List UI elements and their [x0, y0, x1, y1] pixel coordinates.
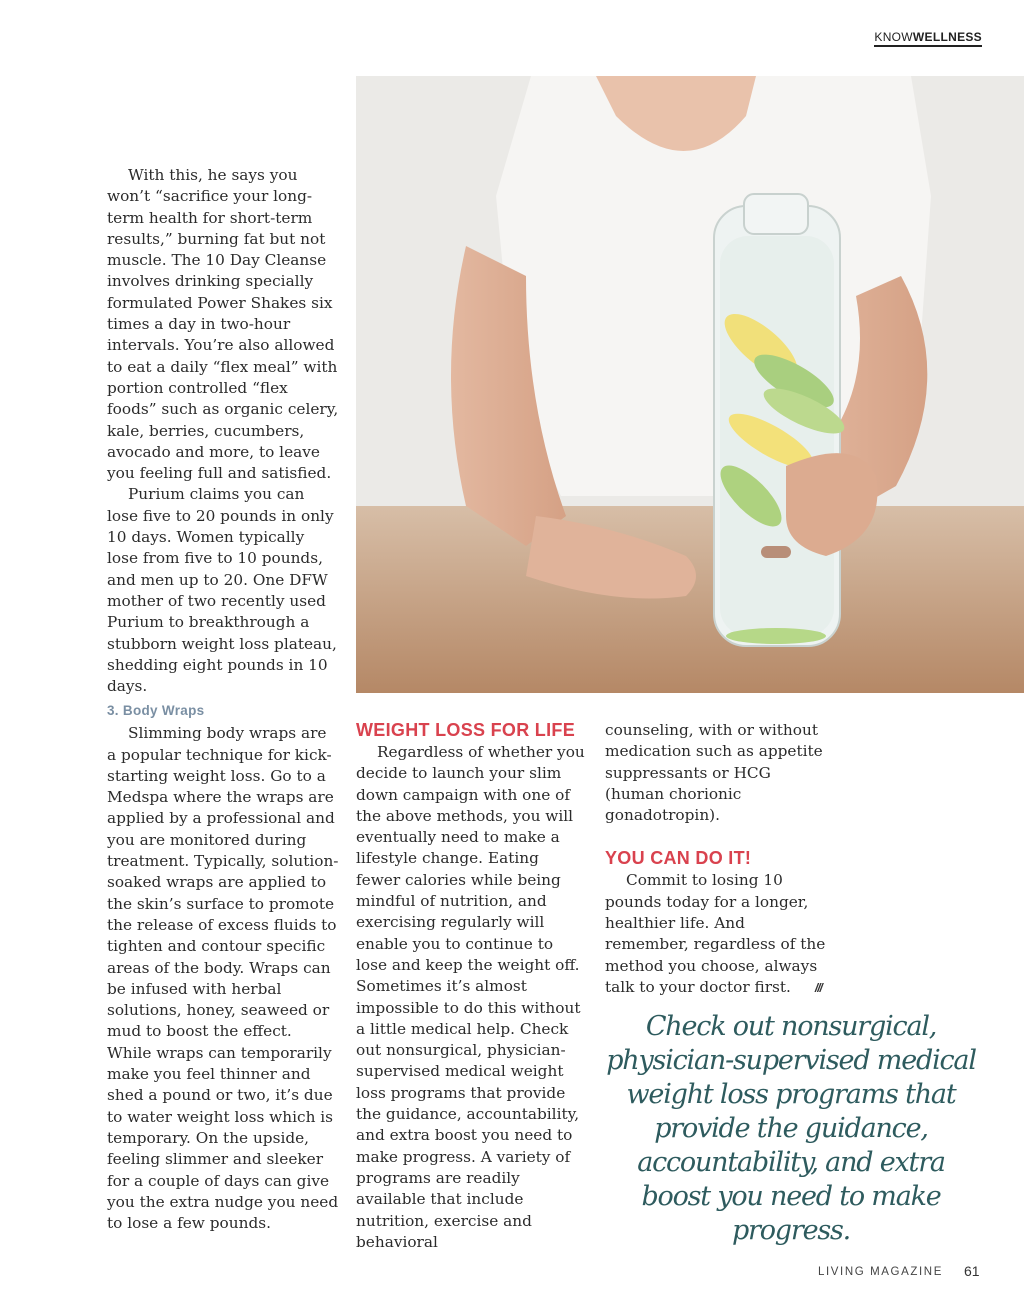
- column-1-top: [107, 165, 339, 697]
- woman-holding-infused-water-bottle-image: [356, 76, 1024, 693]
- column-1-bottom: [107, 700, 339, 1234]
- end-mark-icon: ///: [814, 980, 822, 995]
- article-photo: [356, 76, 1024, 693]
- section-heading-weight-loss-for-life: WEIGHT LOSS FOR LIFE: [356, 720, 575, 740]
- body-paragraph-continued: counseling, with or without medication such as appetite suppressants or HCG (human chorionic gonadotropin).: [605, 721, 823, 825]
- section-tag-prefix: KNOW: [874, 30, 913, 44]
- body-paragraph: Purium claims you can lose five to 20 pounds in only 10 days. Women typically lose from five to 10 pounds, and men up to 20. One DFW mother of two recently used Purium to breakthrough a stubborn weight loss plateau, shedding eight pounds in 10 days.: [107, 485, 337, 696]
- section-tag: [874, 30, 982, 47]
- page-number: 61: [964, 1263, 980, 1279]
- footer-magazine-name: LIVING MAGAZINE: [818, 1266, 943, 1278]
- section-tag-suffix: WELLNESS: [912, 30, 982, 44]
- subhead-body-wraps: 3. Body Wraps: [107, 703, 205, 718]
- section-heading-you-can-do-it: YOU CAN DO IT!: [605, 848, 752, 869]
- body-paragraph: Regardless of whether you decide to launch your slim down campaign with one of the above methods, you will eventually need to make a lifestyle change. Eating fewer calories while being mindful of nutrition, and exercising regularly will enable you to continue to lose and keep the weight off. Sometimes it’s almost impossible to do this without a little medical help. Check out nonsurgical, physician-supervised medical weight loss programs that provide the guidance, accountability, and extra boost you need to make progress. A variety of programs are readily available that include nutrition, exercise and behavioral: [356, 743, 585, 1251]
- column-2: [356, 720, 586, 1253]
- body-paragraph: With this, he says you won’t “sacrifice your long-term health for short-term results,” burning fat but not muscle. The 10 Day Cleanse involves drinking specially formulated Power Shakes six times a day in two-hour intervals. You’re also allowed to eat a daily “flex meal” with portion controlled “flex foods” such as organic celery, kale, berries, cucumbers, avocado and more, to leave you feeling full and satisfied.: [107, 166, 339, 483]
- body-paragraph: [605, 870, 833, 999]
- pull-quote: Check out nonsurgical, physician-supervised medical weight loss programs that provide the guidance, accountability, and extra boost you need to make progress.: [606, 1011, 976, 1246]
- body-paragraph: Slimming body wraps are a popular technique for kick-starting weight loss. Go to a Medspa where the wraps are applied by a professional and you are monitored during treatment. Typically, solution-soaked wraps are applied to the skin’s surface to promote the release of excess fluids to tighten and contour specific areas of the body. Wraps can be infused with herbal solutions, honey, seaweed or mud to boost the effect. While wraps can temporarily make you feel thinner and shed a pound or two, it’s due to water weight loss which is temporary. On the upside, feeling slimmer and sleeker for a couple of days can give you the extra nudge you need to lose a few pounds.: [107, 724, 339, 1233]
- column-3: [605, 720, 833, 999]
- closing-text: Commit to losing 10 pounds today for a longer, healthier life. And remember, regardless of the method you choose, always talk to your doctor first.: [605, 871, 826, 996]
